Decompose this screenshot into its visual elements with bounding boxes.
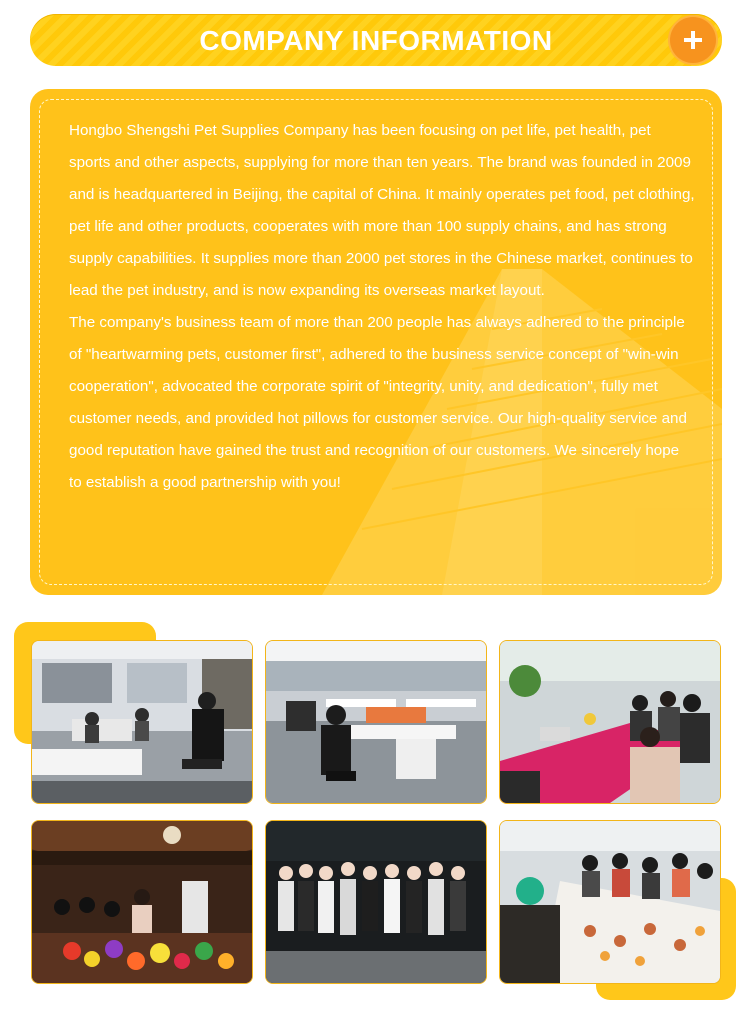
- section-title: COMPANY INFORMATION: [199, 25, 553, 56]
- expand-button[interactable]: [670, 17, 716, 63]
- meeting-photo: [499, 640, 721, 804]
- office-photo-1: [31, 640, 253, 804]
- plus-icon: [682, 29, 704, 51]
- banquet-photo: [31, 820, 253, 984]
- section-banner: [30, 14, 722, 66]
- company-info-card: [30, 89, 722, 595]
- company-description: [69, 115, 695, 499]
- description-paragraph-1: Hongbo Shengshi Pet Supplies Company has been focusing on pet life, pet health, pet sports and other aspects, supplying for more than ten years. The brand was founded in 2009 and is headquartered in Beijing, the capital of China. It mainly operates pet food, pet clothing, pet life and other products, cooperates with more than 100 supply chains, and has strong supply capabilities. It supplies more than 2000 pet stores in the Chinese market, continues to lead the pet industry, and is now expanding its overseas market layout.: [69, 122, 695, 299]
- dinner-photo: [499, 820, 721, 984]
- office-photo-2: [265, 640, 487, 804]
- description-paragraph-2: The company's business team of more than 200 people has always adhered to the principle of "heartwarming pets, customer first", adhered to the business service concept of "win-win cooperation", advocated the corporate spirit of "integrity, unity, and dedication", fully met customer needs, and provided hot pillows for customer service. Our high-quality service and good reputation have gained the trust and recognition of our customers. We sincerely hope to establish a good partnership with you!: [69, 314, 687, 491]
- team-group-photo: [265, 820, 487, 984]
